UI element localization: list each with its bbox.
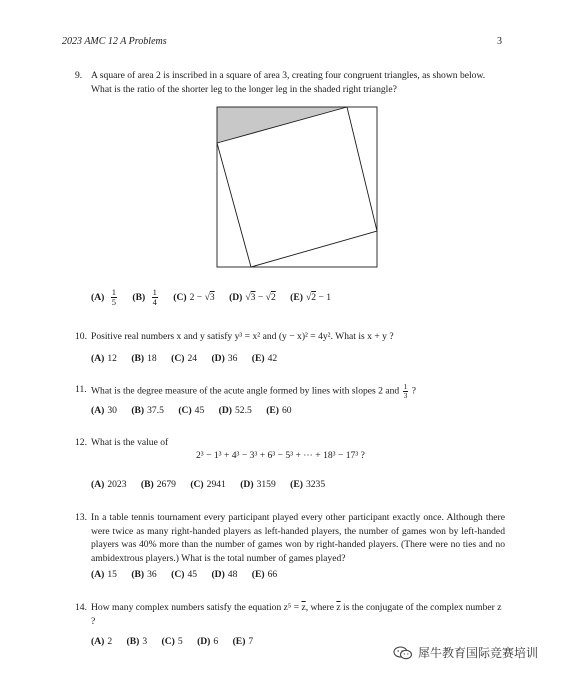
choice-a: (A) 2023 xyxy=(91,479,127,490)
choice-d: (D) 6 xyxy=(197,636,219,647)
choice-c: (C) 24 xyxy=(171,353,198,364)
question-number: 11. xyxy=(75,384,87,395)
choices-q11 xyxy=(91,405,292,416)
question-12 xyxy=(75,436,505,450)
sqrt-sign: √ xyxy=(204,291,210,303)
question-9 xyxy=(75,69,505,96)
fraction: $\frac{1}{4}$ xyxy=(152,287,157,307)
question-number: 12. xyxy=(75,437,87,448)
choice-b: (B) 3 xyxy=(126,636,148,647)
question-text: A square of area 2 is inscribed in a square of area 3, creating four congruent triangles, as shown below. What is the ratio of the shorter leg to the longer leg in the shaded right triangle? xyxy=(91,70,486,95)
choice-a: (A) 12 xyxy=(91,353,117,364)
choice-b: (B) 18 xyxy=(131,353,157,364)
choice-d: (D) 52.5 xyxy=(218,405,252,416)
question-text: What is the value of xyxy=(91,437,169,448)
choices-q9 xyxy=(91,288,331,307)
choices-q14 xyxy=(91,636,253,647)
choice-d: (D) √3 − √2 xyxy=(229,291,276,303)
page-header-title: 2023 AMC 12 A Problems xyxy=(62,36,167,47)
choices-q12 xyxy=(91,479,325,490)
choice-c: (C) 45 xyxy=(178,405,205,416)
question-11 xyxy=(75,383,505,400)
choices-q10 xyxy=(91,353,277,364)
choice-e: (E) √2 − 1 xyxy=(290,291,332,303)
choice-e: (E) 3235 xyxy=(290,479,326,490)
choice-d: (D) 36 xyxy=(211,353,238,364)
choice-a: (A) 30 xyxy=(91,405,117,416)
choice-label: (C) xyxy=(173,291,187,303)
choice-label: (B) xyxy=(132,291,146,303)
choice-c: (C) 45 xyxy=(171,569,198,580)
choice-label: (E) xyxy=(290,291,303,303)
question-number: 10. xyxy=(75,331,87,342)
fraction: $\frac{1}{5}$ xyxy=(111,287,116,307)
question-text: How many complex numbers satisfy the equation $z^5 = \overline{z}$, where $\overline{z}$ is the conjugate of the complex number z ? xyxy=(91,602,502,627)
choice-d: (D) 48 xyxy=(211,569,238,580)
choice-a: (A) 2 xyxy=(91,636,113,647)
choice-a xyxy=(91,287,120,307)
question-text: Positive real numbers x and y satisfy y³ = x² and (y − x)² = 4y². What is x + y ? xyxy=(91,331,394,342)
choice-b: (B) 36 xyxy=(131,569,157,580)
question-number: 14. xyxy=(75,602,87,613)
question-10 xyxy=(75,330,505,344)
watermark xyxy=(393,644,538,661)
question-number: 9. xyxy=(75,70,83,81)
inscribed-squares-figure xyxy=(216,106,378,268)
question-13 xyxy=(75,511,505,565)
choice-c: (C) 5 xyxy=(161,636,183,647)
display-equation: 2³ − 1³ + 4³ − 3³ + 6³ − 5³ + ⋯ + 18³ − 17³ ? xyxy=(196,450,365,461)
choice-e: (E) 7 xyxy=(232,636,254,647)
watermark-text: 犀牛教育国际竞赛培训 xyxy=(418,646,539,660)
choice-c: (C) 2 − √3 xyxy=(173,291,215,303)
question-number: 13. xyxy=(75,512,87,523)
choice-b: (B) 37.5 xyxy=(131,405,164,416)
sqrt-sign: √ xyxy=(265,291,271,303)
choice-label: (A) xyxy=(91,291,105,303)
page-number: 3 xyxy=(497,36,502,47)
choice-b xyxy=(132,287,161,307)
question-text: What is the degree measure of the acute angle formed by lines with slopes 2 and $\frac{1}{3}$ ? xyxy=(91,382,417,400)
choice-a: (A) 15 xyxy=(91,569,117,580)
choices-q13 xyxy=(91,569,277,580)
question-14 xyxy=(75,601,505,628)
choice-b: (B) 2679 xyxy=(140,479,176,490)
choice-e: (E) 60 xyxy=(266,405,292,416)
choice-d: (D) 3159 xyxy=(240,479,276,490)
choice-e: (E) 66 xyxy=(251,569,278,580)
sqrt-sign: √ xyxy=(245,291,251,303)
choice-label: (D) xyxy=(229,291,243,303)
choice-c: (C) 2941 xyxy=(190,479,226,490)
question-text: In a table tennis tournament every participant played every other participant exactly once. Although there were twice as many right-handed players as left-handed players, the number of games won by left-handed players was 40% more than the number of games won by right-handed players. (There were no ties and no ambidextrous players.) What is the total number of games played? xyxy=(91,512,505,564)
choice-e: (E) 42 xyxy=(251,353,278,364)
sqrt-sign: √ xyxy=(305,291,312,303)
wechat-logo-icon xyxy=(393,646,413,660)
fraction: $\frac{1}{3}$ xyxy=(403,382,408,400)
